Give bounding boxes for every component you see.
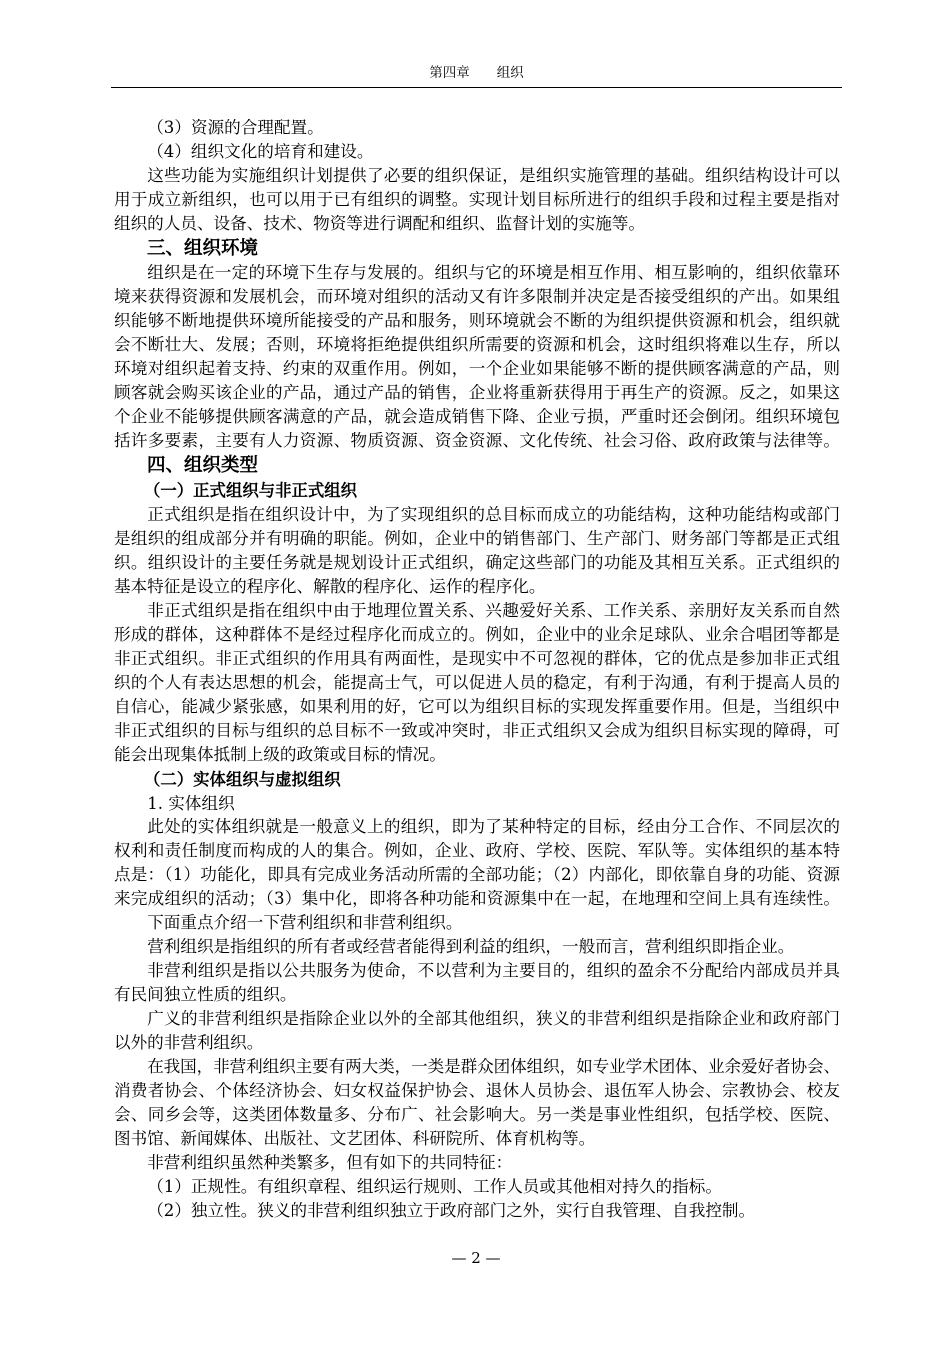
text-line: 非正式组织的目标与组织的总目标不一致或冲突时，非正式组织又会成为组织目标实现的障碍，可 — [114, 721, 840, 740]
paragraph — [114, 1151, 840, 1175]
text-line: 会不断壮大、发展；否则，环境将拒绝提供组织所需要的资源和机会，这时组织将难以生存，所以 — [114, 335, 840, 354]
numbered-heading — [114, 792, 840, 815]
text-line: 这些功能为实施组织计划提供了必要的组织保证，是组织实施管理的基础。组织结构设计可以 — [147, 166, 840, 185]
text-line: 有民间独立性质的组织。 — [114, 985, 297, 1004]
text-line: 织的个人有表达思想的机会，能提高士气，可以促进人员的稳定，有利于沟通，有利于提高人员的 — [114, 673, 840, 692]
text-line: 非正式组织是指在组织中由于地理位置关系、兴趣爱好关系、工作关系、亲朋好友关系而自然 — [147, 601, 840, 620]
list-item — [114, 116, 840, 140]
subsection-heading: （一）正式组织与非正式组织 — [144, 481, 358, 500]
paragraph — [114, 1007, 840, 1055]
text-line: 非营利组织虽然种类繁多，但有如下的共同特征： — [147, 1153, 513, 1172]
text-line: 此处的实体组织就是一般意义上的组织，即为了某种特定的目标，经由分工合作、不同层次的 — [147, 817, 840, 836]
paragraph — [114, 599, 840, 767]
text-line: 图书馆、新闻媒体、出版社、文艺团体、科研院所、体育机构等。 — [114, 1129, 596, 1148]
text-line: 在我国，非营利组织主要有两大类，一类是群众团体组织，如专业学术团体、业余爱好者协会、 — [147, 1057, 840, 1076]
text-line: 来完成组织的活动；（3）集中化，即将各种功能和资源集中在一起，在地理和空间上具有连续性。 — [114, 889, 840, 908]
text-line: 组织是在一定的环境下生存与发展的。组织与它的环境是相互作用、相互影响的，组织依靠环 — [147, 263, 840, 282]
text-line: （1）正规性。有组织章程、组织运行规则、工作人员或其他相对持久的指标。 — [147, 1177, 722, 1196]
text-line: （3）资源的合理配置。 — [147, 118, 324, 137]
paragraph — [114, 911, 840, 935]
text-line: （4）组织文化的培育和建设。 — [147, 142, 374, 161]
paragraph — [114, 1055, 840, 1151]
text-line: 境来获得资源和发展机会，而环境对组织的活动又有许多限制并决定是否接受组织的产出。如果组 — [114, 287, 840, 306]
text-line: 点是：（1）功能化，即具有完成业务活动所需的全部功能；（2）内部化，即依靠自身的功能、资源 — [114, 865, 840, 884]
text-line: 以外的非营利组织。 — [114, 1033, 264, 1052]
paragraph — [114, 503, 840, 599]
page-number: — 2 — — [451, 1249, 501, 1267]
list-item — [114, 1199, 840, 1223]
text-line: 会、同乡会等，这类团体数量多、分布广、社会影响大。另一类是事业性组织，包括学校、医院、 — [114, 1105, 840, 1124]
text-line: 顾客就会购买该企业的产品，通过产品的销售，企业将重新获得用于再生产的资源。反之，如果这 — [114, 383, 840, 402]
text-line: 基本特征是设立的程序化、解散的程序化、运作的程序化。 — [114, 577, 546, 596]
paragraph — [114, 815, 840, 911]
text-line: 括许多要素，主要有人力资源、物质资源、资金资源、文化传统、社会习俗、政府政策与法律等。 — [114, 431, 840, 450]
paragraph — [114, 959, 840, 1007]
text-line: 织。组织设计的主要任务就是规划设计正式组织，确定这些部门的功能及其相互关系。正式组织的 — [114, 553, 840, 572]
text-line: 非正式组织。非正式组织的作用具有两面性，是现实中不可忽视的群体，它的优点是参加非正式组 — [114, 649, 840, 668]
paragraph — [114, 164, 840, 236]
section-heading: 三、组织环境 — [147, 238, 259, 259]
text-line: 是组织的组成部分并有明确的职能。例如，企业中的销售部门、生产部门、财务部门等都是正式组 — [114, 529, 840, 548]
text-line: 形成的群体，这种群体不是经过程序化而成立的。例如，企业中的业余足球队、业余合唱团等都是 — [114, 625, 840, 644]
text-line: 能会出现集体抵制上级的政策或目标的情况。 — [114, 745, 446, 764]
subsection-heading: （二）实体组织与虚拟组织 — [144, 770, 341, 789]
text-line: 个企业不能够提供顾客满意的产品，就会造成销售下降、企业亏损，严重时还会倒闭。组织环境包 — [114, 407, 840, 426]
list-item — [114, 140, 840, 164]
text-line: （2）独立性。狭义的非营利组织独立于政府部门之外，实行自我管理、自我控制。 — [147, 1201, 756, 1220]
text-line: 1. 实体组织 — [147, 794, 235, 813]
page-body — [114, 116, 840, 1223]
header-rule — [111, 87, 842, 88]
text-line: 非营利组织是指以公共服务为使命，不以营利为主要目的，组织的盈余不分配给内部成员并具 — [147, 961, 840, 980]
text-line: 自信心，能减少紧张感，如果利用的好，它可以为组织目标的实现发挥重要作用。但是，当组织中 — [114, 697, 840, 716]
paragraph — [114, 261, 840, 453]
text-line: 广义的非营利组织是指除企业以外的全部其他组织，狭义的非营利组织是指除企业和政府部门 — [147, 1009, 840, 1028]
text-line: 消费者协会、个体经济协会、妇女权益保护协会、退休人员协会、退伍军人协会、宗教协会、校友 — [114, 1081, 840, 1100]
list-item — [114, 1175, 840, 1199]
section-heading: 四、组织类型 — [147, 455, 259, 476]
text-line: 下面重点介绍一下营利组织和非营利组织。 — [147, 913, 463, 932]
text-line: 用于成立新组织，也可以用于已有组织的调整。实现计划目标所进行的组织手段和过程主要是指对 — [114, 190, 840, 209]
text-line: 权利和责任制度而构成的人的集合。例如，企业、政府、学校、医院、军队等。实体组织的基本特 — [114, 841, 840, 860]
text-line: 环境对组织起着支持、约束的双重作用。例如，一个企业如果能够不断的提供顾客满意的产品，则 — [114, 359, 840, 378]
text-line: 组织的人员、设备、技术、物资等进行调配和组织、监督计划的实施等。 — [114, 214, 645, 233]
text-line: 正式组织是指在组织设计中，为了实现组织的总目标而成立的功能结构，这种功能结构或部门 — [147, 505, 840, 524]
page-header: 第四章 组织 — [429, 65, 524, 81]
text-line: 织能够不断地提供环境所能接受的产品和服务，则环境就会不断的为组织提供资源和机会，组织就 — [114, 311, 840, 330]
text-line: 营利组织是指组织的所有者或经营者能得到利益的组织，一般而言，营利组织即指企业。 — [147, 937, 795, 956]
paragraph — [114, 935, 840, 959]
